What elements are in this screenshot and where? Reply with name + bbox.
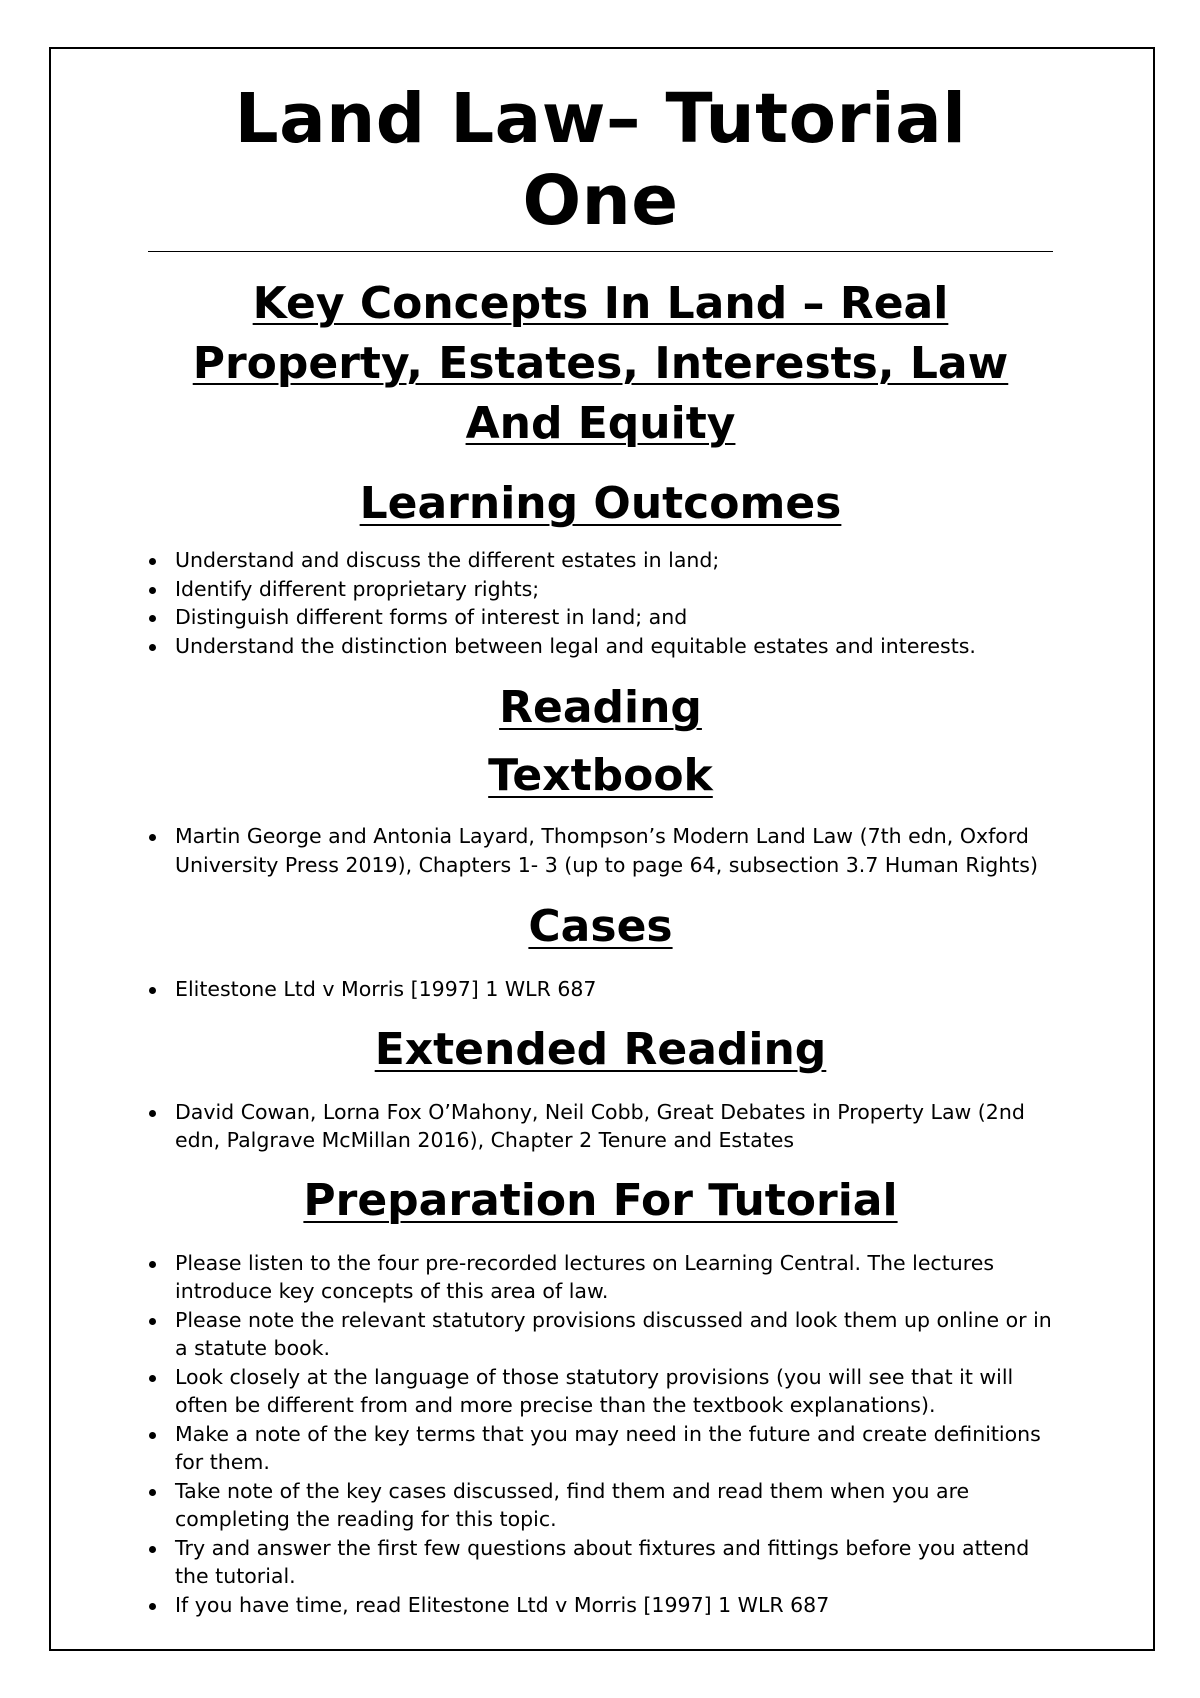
list-item-text: Make a note of the key terms that you may need in the future and create definitions for them.	[175, 1421, 1041, 1474]
list-item	[148, 1477, 1053, 1534]
list-item-text: Identify different proprietary rights;	[175, 576, 540, 601]
list-item-text: Please note the relevant statutory provisions discussed and look them up online or in a statute book.	[175, 1307, 1052, 1360]
list-item-text: Understand and discuss the different estates in land;	[175, 548, 720, 572]
textbook-list	[148, 822, 1053, 879]
list-item-text: Martin George and Antonia Layard, Thompson’s Modern Land Law (7th edn, Oxford University Press 2019), Chapters 1- 3 (up to page 64, subsection 3.7 Human Rights)	[175, 824, 1038, 877]
bullet-icon	[149, 1261, 156, 1268]
list-item-text: Elitestone Ltd v Morris [1997] 1 WLR 687	[175, 977, 597, 1001]
list-item	[148, 1363, 1053, 1420]
bullet-icon	[149, 644, 156, 651]
document-title: Land Law– Tutorial One	[234, 79, 967, 241]
document-subtitle: Key Concepts In Land – Real Property, Estates, Interests, Law And Equity	[192, 278, 1009, 449]
learning-outcomes-list	[148, 546, 1053, 660]
extended-reading-heading: Extended Reading	[374, 1023, 827, 1075]
title-rule	[148, 251, 1053, 252]
textbook-heading: Textbook	[488, 750, 713, 801]
list-item	[148, 1249, 1053, 1306]
list-item	[148, 546, 1053, 575]
list-item-text: Understand the distinction between legal and equitable estates and interests.	[175, 633, 976, 658]
cases-heading: Cases	[528, 901, 673, 952]
learning-outcomes-heading: Learning Outcomes	[359, 478, 842, 529]
bullet-icon	[149, 1546, 156, 1553]
extended-reading-list	[148, 1098, 1053, 1155]
list-item	[148, 1306, 1053, 1363]
preparation-list	[148, 1249, 1053, 1620]
list-item	[148, 1591, 1053, 1620]
bullet-icon	[149, 1110, 156, 1117]
list-item	[148, 575, 1053, 604]
list-item-text: Please listen to the four pre-recorded lectures on Learning Central. The lectures introduce key concepts of this area of law.	[175, 1250, 995, 1303]
cases-list	[148, 975, 1053, 1004]
list-item	[148, 632, 1053, 661]
list-item	[148, 1534, 1053, 1591]
list-item	[148, 603, 1053, 632]
bullet-icon	[149, 1603, 156, 1610]
list-item	[148, 822, 1053, 879]
list-item-text: Distinguish different forms of interest in land; and	[175, 605, 688, 629]
list-item-text: David Cowan, Lorna Fox O’Mahony, Neil Cobb, Great Debates in Property Law (2nd edn, Palgrave McMillan 2016), Chapter 2 Tenure and Estates	[175, 1099, 1025, 1152]
list-item-text: If you have time, read Elitestone Ltd v Morris [1997] 1 WLR 687	[175, 1592, 830, 1617]
reading-heading: Reading	[499, 682, 702, 733]
list-item	[148, 1098, 1053, 1155]
bullet-icon	[149, 615, 156, 622]
list-item	[148, 1420, 1053, 1477]
list-item-text: Take note of the key cases discussed, find them and read them when you are completing the reading for this topic.	[175, 1478, 970, 1531]
bullet-icon	[149, 834, 156, 841]
bullet-icon	[149, 1318, 156, 1325]
bullet-icon	[149, 587, 156, 594]
document-body	[148, 78, 1053, 1619]
list-item-text: Look closely at the language of those statutory provisions (you will see that it will often be different from and more precise than the textbook explanations).	[175, 1364, 1014, 1417]
list-item	[148, 975, 1053, 1004]
preparation-heading: Preparation For Tutorial	[303, 1174, 898, 1226]
bullet-icon	[149, 987, 156, 994]
bullet-icon	[149, 1375, 156, 1382]
bullet-icon	[149, 1489, 156, 1496]
list-item-text: Try and answer the first few questions about fixtures and fittings before you attend the tutorial.	[175, 1535, 1030, 1588]
bullet-icon	[149, 558, 156, 565]
bullet-icon	[149, 1432, 156, 1439]
